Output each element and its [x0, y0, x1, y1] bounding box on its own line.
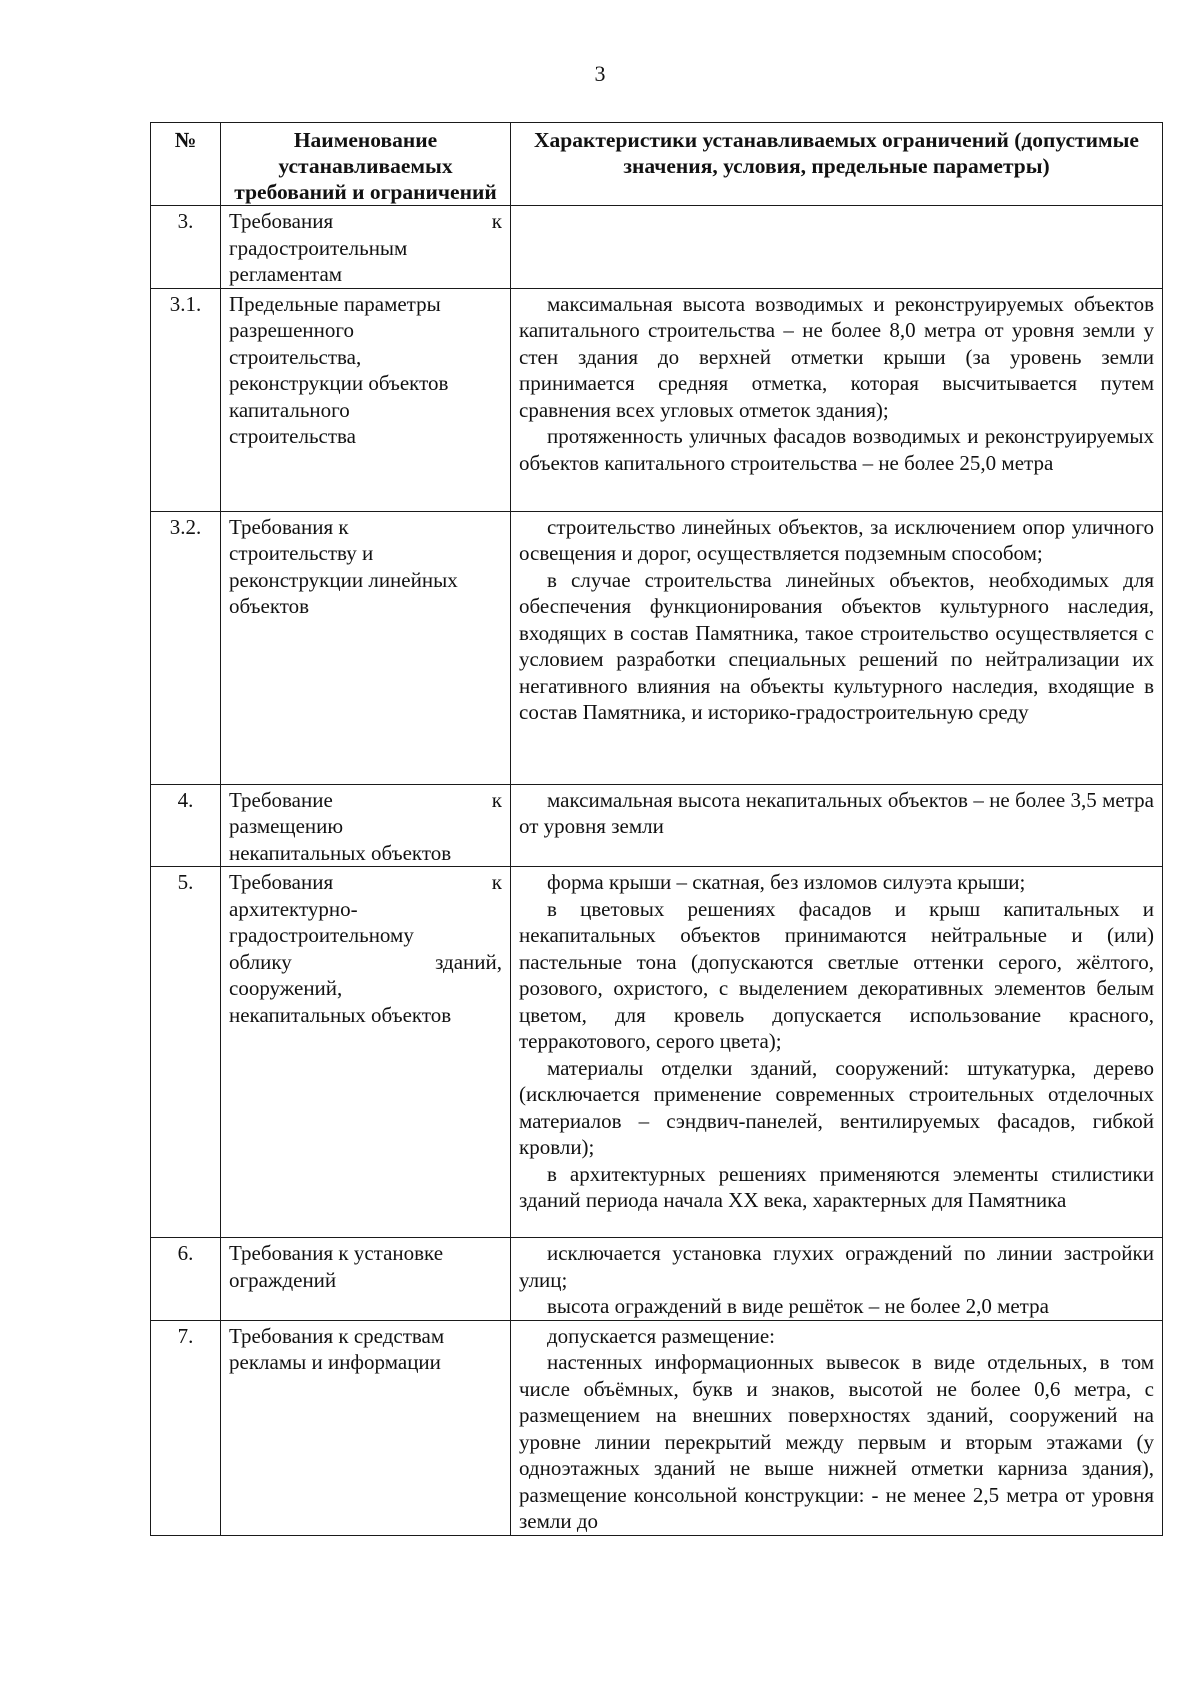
characteristics-cell [511, 1320, 1163, 1535]
requirement-name-word: Требования к установке [229, 1241, 444, 1265]
requirement-name [221, 867, 511, 1238]
header-number: № [151, 123, 221, 206]
requirement-name-word: к [491, 870, 502, 894]
requirement-name-word: рекламы и информации [229, 1350, 441, 1374]
requirement-name-word: к [491, 787, 502, 812]
requirement-name-word: регламентам [229, 262, 343, 286]
requirement-name-line [229, 344, 502, 371]
requirement-name-word: к [491, 209, 502, 233]
row-number: 3. [151, 206, 221, 289]
requirement-name-line [229, 370, 502, 397]
row-number: 5. [151, 867, 221, 1238]
requirement-name-word: реконструкции линейных [229, 567, 458, 592]
characteristics-paragraph: в архитектурных решениях применяются элементы стилистики зданий периода начала XX века, характерных для Памятника [519, 1161, 1154, 1212]
requirement-name-line [229, 896, 502, 923]
requirement-name-line [229, 813, 502, 840]
requirement-name-line [229, 1267, 502, 1294]
characteristics-paragraph: протяженность уличных фасадов возводимых и реконструируемых объектов капитального строительства – не более 25,0 метра [519, 424, 1154, 475]
requirement-name [221, 784, 511, 867]
characteristics-cell [511, 206, 1163, 289]
requirement-name-line [229, 540, 502, 567]
requirement-name-line [229, 869, 502, 896]
table-row [151, 206, 1163, 289]
characteristics-paragraph: строительство линейных объектов, за исключением опор уличного освещения и дорог, осуществляется подземным способом; [519, 514, 1154, 565]
requirement-name-word: некапитальных объектов [229, 1002, 452, 1027]
requirement-name-word: объектов [229, 594, 310, 618]
requirement-name-line [229, 514, 502, 541]
requirement-name-word: строительства [229, 424, 357, 448]
characteristics-cell [511, 288, 1163, 511]
characteristics-paragraph: в цветовых решениях фасадов и крыш капитальных и некапитальных объектов принимаются нейтральные и (или) пастельные тона (допускаются светлые оттенки серого, жёлтого, розового, охристого, с выделением декоративных элементов белым цветом, для кровель допускается использование красного, терракотового, серого цвета); [519, 896, 1154, 1053]
requirement-name-word: Требования к [229, 514, 349, 539]
requirements-table [150, 122, 1163, 1536]
requirement-name-word: градостроительному [229, 923, 414, 947]
characteristics-paragraph: максимальная высота некапитальных объектов – не более 3,5 метра от уровня земли [519, 787, 1154, 838]
table-row [151, 288, 1163, 511]
requirement-name-word: реконструкции объектов [229, 371, 449, 395]
characteristics-cell [511, 784, 1163, 867]
table-row [151, 1238, 1163, 1321]
characteristics-cell [511, 511, 1163, 784]
table-body [151, 206, 1163, 1536]
requirement-name-line [229, 567, 502, 594]
row-number: 3.1. [151, 288, 221, 511]
requirement-name-word: строительства, [229, 344, 362, 369]
requirement-name-line [229, 593, 502, 620]
requirement-name-word: сооружений, [229, 976, 343, 1000]
table-row [151, 867, 1163, 1238]
header-characteristics: Характеристики устанавливаемых ограничений (допустимые значения, условия, предельные параметры) [511, 123, 1163, 206]
requirement-name-word: строительству и [229, 541, 374, 565]
requirement-name-line [229, 975, 502, 1002]
requirement-name [221, 206, 511, 289]
requirement-name [221, 1238, 511, 1321]
requirement-name-line [229, 1002, 502, 1029]
requirement-name-line [229, 1240, 502, 1267]
characteristics-paragraph: максимальная высота возводимых и реконструируемых объектов капитального строительства – не более 8,0 метра от уровня земли у стен здания до верхней отметки крыши (за уровень земли принимается средняя отметка, которая высчитывается путем сравнения всех угловых отметок здания); [519, 291, 1154, 422]
row-number: 3.2. [151, 511, 221, 784]
requirement-name [221, 511, 511, 784]
requirement-name-line [229, 291, 502, 318]
requirement-name-word: зданий, [435, 949, 502, 974]
characteristics-cell [511, 1238, 1163, 1321]
row-number: 6. [151, 1238, 221, 1321]
requirement-name-word: ограждений [229, 1267, 337, 1292]
requirement-name-line [229, 397, 502, 424]
characteristics-paragraph: в случае строительства линейных объектов, необходимых для обеспечения функционирования объектов культурного наследия, входящих в состав Памятника, такое строительство осуществляется с условием разработки специальных решений по нейтрализации их негативного влияния на объекты культурного наследия, входящие в состав Памятника, и историко-градостроительную среду [519, 567, 1154, 724]
header-requirement-name: Наименование устанавливаемых требований и ограничений [221, 123, 511, 206]
requirement-name-line [229, 423, 502, 450]
requirement-name-line [229, 922, 502, 949]
table-header-row [151, 123, 1163, 206]
table-row [151, 1320, 1163, 1535]
requirement-name-word: градостроительным [229, 235, 408, 260]
table-row [151, 784, 1163, 867]
characteristics-paragraph: форма крыши – скатная, без изломов силуэта крыши; [547, 870, 1026, 894]
requirement-name-line [229, 317, 502, 344]
requirement-name-word: капитального [229, 397, 350, 422]
characteristics-paragraph: допускается размещение: [547, 1323, 775, 1348]
requirement-name-line [229, 787, 502, 814]
row-number: 7. [151, 1320, 221, 1535]
requirement-name-word: Требования к средствам [229, 1323, 445, 1348]
requirement-name [221, 288, 511, 511]
requirement-name-word: Требования [229, 209, 334, 233]
requirement-name-word: Предельные параметры [229, 291, 441, 316]
row-number: 4. [151, 784, 221, 867]
characteristics-paragraph: исключается установка глухих ограждений по линии застройки улиц; [519, 1241, 1154, 1292]
requirement-name-line [229, 1349, 502, 1376]
requirement-name-word: облику [229, 949, 292, 974]
requirement-name-word: архитектурно- [229, 896, 358, 921]
requirement-name-word: некапитальных объектов [229, 840, 452, 865]
requirement-name-line [229, 840, 502, 867]
characteristics-paragraph: материалы отделки зданий, сооружений: штукатурка, дерево (исключается применение современных строительных отделочных материалов – сэндвич-панелей, вентилируемых фасадов, гибкой кровли); [519, 1055, 1154, 1159]
requirement-name-word: размещению [229, 814, 344, 838]
requirement-name-word: разрешенного [229, 318, 354, 342]
table-row [151, 511, 1163, 784]
characteristics-paragraph: настенных информационных вывесок в виде отдельных, в том числе объёмных, букв и знаков, высотой не более 0,6 метра, с размещением на внешних поверхностях зданий, сооружений на уровне линии перекрытий между первым и вторым этажами (у одноэтажных зданий не выше нижней отметки карниза здания), размещение консольной конструкции: - не менее 2,5 метра от уровня земли до [519, 1350, 1154, 1533]
characteristics-paragraph: высота ограждений в виде решёток – не более 2,0 метра [547, 1294, 1049, 1318]
characteristics-cell [511, 867, 1163, 1238]
requirement-name-word: Требования [229, 870, 334, 894]
requirement-name-line [229, 949, 502, 976]
requirement-name-word: Требование [229, 787, 333, 812]
requirement-name-line [229, 261, 502, 288]
requirement-name-line [229, 1323, 502, 1350]
requirement-name [221, 1320, 511, 1535]
page-number: 3 [594, 61, 606, 86]
requirement-name-line [229, 235, 502, 262]
requirement-name-line [229, 208, 502, 235]
